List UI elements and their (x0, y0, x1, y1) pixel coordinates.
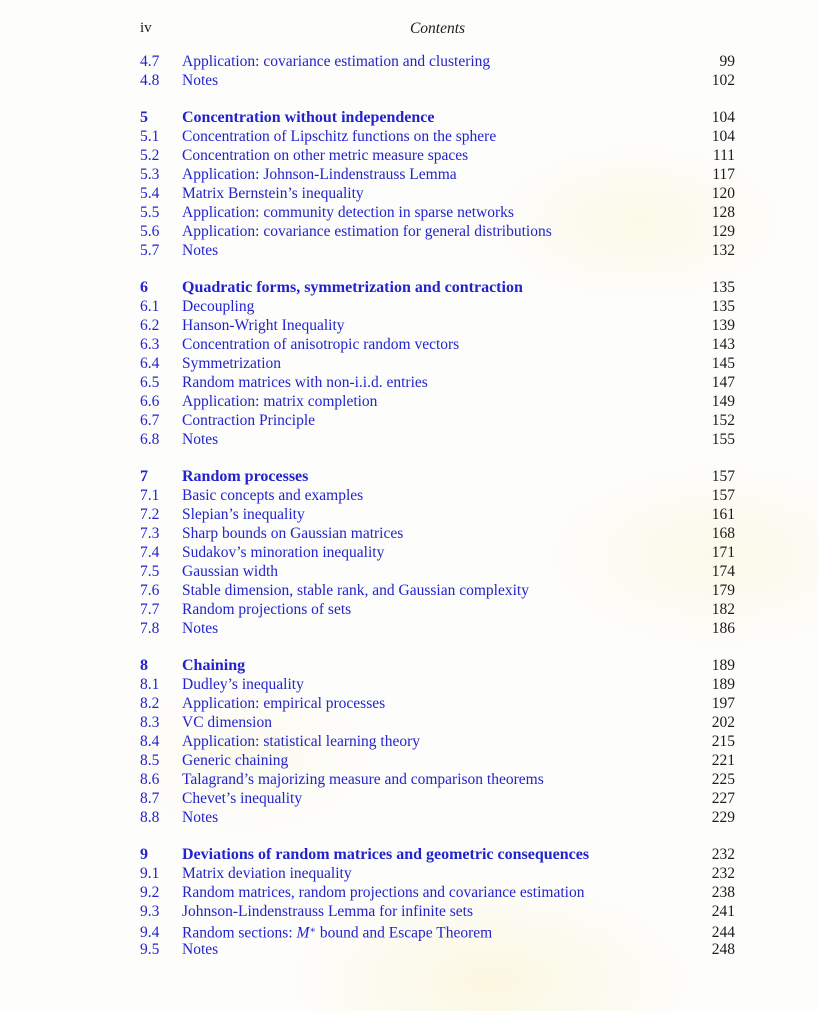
toc-section-number[interactable]: 7.5 (140, 563, 160, 580)
toc-section-title-link[interactable]: Decoupling (182, 298, 255, 315)
toc-section-title-link[interactable]: Application: matrix completion (182, 393, 378, 410)
toc-entry-row (140, 562, 735, 581)
toc-entry-row (140, 127, 735, 146)
toc-section-title-link[interactable]: Chevet’s inequality (182, 790, 303, 807)
toc-section-title-link[interactable]: Notes (182, 941, 219, 958)
toc-page-number: 189 (711, 676, 735, 693)
toc-section-number[interactable]: 5.5 (140, 204, 160, 221)
toc-section-title-link[interactable]: Application: community detection in sparse networks (182, 204, 514, 221)
toc-page-number: 225 (711, 771, 735, 788)
toc-section-number[interactable]: 8.4 (140, 733, 160, 750)
toc-entry-row (140, 619, 735, 638)
toc-page-number: 215 (711, 733, 735, 750)
toc-section-number[interactable]: 8.7 (140, 790, 160, 807)
toc-section-title-link[interactable]: Concentration on other metric measure spaces (182, 147, 469, 164)
toc-section-number[interactable]: 7.4 (140, 544, 160, 561)
toc-section-number[interactable]: 8.1 (140, 676, 160, 693)
toc-section-title-link[interactable]: Talagrand’s majorizing measure and comparison theorems (182, 771, 544, 788)
toc-entry-row (140, 165, 735, 184)
toc-section-title-link[interactable]: Application: covariance estimation for general distributions (182, 223, 552, 240)
toc-section-number[interactable]: 9.5 (140, 941, 160, 958)
toc-page-number: 232 (711, 865, 735, 882)
toc-page-number: 197 (711, 695, 735, 712)
toc-entry-row (140, 146, 735, 165)
toc-section-title-link[interactable]: Application: Johnson-Lindenstrauss Lemma (182, 166, 457, 183)
toc-page-number: 152 (711, 412, 735, 429)
toc-chapter-row (140, 278, 735, 297)
toc-section-number[interactable]: 9.2 (140, 884, 160, 901)
page-title: Contents (409, 20, 466, 37)
toc-section-title-link[interactable]: Random projections of sets (182, 601, 352, 618)
toc-chapter-row (140, 656, 735, 675)
toc-entry-row (140, 543, 735, 562)
toc-section-number[interactable]: 7.1 (140, 487, 160, 504)
toc-chapter-row (140, 845, 735, 864)
toc-entry-row (140, 392, 735, 411)
toc-section-number[interactable]: 6 (140, 279, 148, 296)
toc-section-title-link[interactable]: VC dimension (182, 714, 272, 731)
toc-page-number: 120 (711, 185, 735, 202)
toc-section-number[interactable]: 8.3 (140, 714, 160, 731)
toc-section-title-link[interactable]: Notes (182, 72, 219, 89)
toc-entry-row (140, 581, 735, 600)
toc-entry-row (140, 789, 735, 808)
toc-page-number: 179 (711, 582, 735, 599)
toc-page-number: 135 (711, 279, 735, 296)
toc-section-number[interactable]: 9.1 (140, 865, 160, 882)
toc-section-title-link[interactable]: Sharp bounds on Gaussian matrices (182, 525, 404, 542)
toc-section-title-link[interactable]: Application: covariance estimation and clustering (182, 53, 491, 70)
toc-section-title-link[interactable]: Random matrices with non-i.i.d. entries (182, 374, 428, 391)
toc-entry-row (140, 505, 735, 524)
toc-entry-row (140, 694, 735, 713)
toc-section-number[interactable]: 7.2 (140, 506, 160, 523)
toc-section-number[interactable]: 8.8 (140, 809, 160, 826)
toc-section-number[interactable]: 6.1 (140, 298, 160, 315)
toc-entry-row (140, 411, 735, 430)
toc-section-number[interactable]: 6.5 (140, 374, 160, 391)
toc-entry-row (140, 241, 735, 260)
toc-page-number: 139 (711, 317, 735, 334)
toc-section-number[interactable]: 7.8 (140, 620, 160, 637)
title-text[interactable]: Random sections: (182, 924, 297, 942)
toc-page-number: 227 (711, 790, 735, 807)
toc-section-number[interactable]: 6.4 (140, 355, 160, 372)
toc-page-number: 143 (711, 336, 735, 353)
toc-page-number: 135 (711, 298, 735, 315)
toc-section-number[interactable]: 5 (140, 109, 148, 126)
toc-page-number: 202 (711, 714, 735, 731)
toc-page-number: 248 (711, 941, 735, 958)
toc-section-title-link[interactable]: Gaussian width (182, 563, 279, 580)
toc-section-title-link[interactable]: Symmetrization (182, 355, 282, 372)
toc-entry-row (140, 354, 735, 373)
toc-section-number[interactable]: 7.3 (140, 525, 160, 542)
toc-section-title-link[interactable]: Matrix Bernstein’s inequality (182, 185, 364, 202)
toc-section-title-link[interactable]: Notes (182, 242, 219, 259)
toc-section-title-link[interactable]: Deviations of random matrices and geometric consequences (182, 846, 590, 863)
toc-section-title-link[interactable]: Basic concepts and examples (182, 487, 364, 504)
toc-section-title-link[interactable]: Random processes (182, 468, 309, 485)
toc-page-number: 232 (711, 846, 735, 863)
toc-section-number[interactable]: 9.3 (140, 903, 160, 920)
toc-section-title-link[interactable]: Sudakov’s minoration inequality (182, 544, 385, 561)
toc-entry-row (140, 297, 735, 316)
toc-entry-row (140, 335, 735, 354)
toc-entry-row (140, 864, 735, 883)
toc-entry-row (140, 184, 735, 203)
toc-section-title-link[interactable]: Concentration of anisotropic random vectors (182, 336, 460, 353)
toc-entry-row (140, 71, 735, 90)
toc-section-title-link[interactable]: Notes (182, 431, 219, 448)
running-header (140, 20, 735, 40)
toc-section-number[interactable]: 5.3 (140, 166, 160, 183)
toc-page-number: 238 (711, 884, 735, 901)
toc-section-number[interactable]: 7.6 (140, 582, 160, 599)
toc-section-number[interactable]: 4.7 (140, 53, 160, 70)
toc-page-number: 117 (712, 166, 735, 183)
toc-section-number[interactable]: 4.8 (140, 72, 160, 89)
toc-entry-row (140, 883, 735, 902)
toc-page-number: 155 (711, 431, 735, 448)
toc-section-number[interactable]: 5.6 (140, 223, 160, 240)
toc-section-number[interactable]: 5.1 (140, 128, 160, 145)
toc-section-title-link[interactable]: Concentration without independence (182, 109, 435, 126)
toc-section-number[interactable]: 6.8 (140, 431, 160, 448)
toc-section-title-link[interactable]: Johnson-Lindenstrauss Lemma for infinite sets (182, 903, 474, 920)
toc-page-number: 182 (711, 601, 735, 618)
toc-section-title-link[interactable]: Matrix deviation inequality (182, 865, 352, 882)
toc-section-title-link[interactable]: Notes (182, 809, 219, 826)
toc-section-title-link[interactable]: Application: empirical processes (182, 695, 386, 712)
toc-section-title-link[interactable]: Slepian’s inequality (182, 506, 305, 523)
toc-page-number: 168 (711, 525, 735, 542)
toc-entry-row (140, 486, 735, 505)
toc-page-number: 129 (711, 223, 735, 240)
toc-section-number[interactable]: 7 (140, 468, 148, 485)
toc-page-number: 157 (711, 468, 735, 485)
toc-page-number: 229 (711, 809, 735, 826)
title-text[interactable]: bound and Escape Theorem (315, 924, 493, 942)
toc-page-number: 145 (711, 355, 735, 372)
toc-page-number: 157 (711, 487, 735, 504)
toc-entry-row (140, 373, 735, 392)
toc-section-number[interactable]: 6.2 (140, 317, 160, 334)
toc-section-title-link[interactable]: Random matrices, random projections and covariance estimation (182, 884, 585, 901)
toc-section-number[interactable]: 9 (140, 846, 148, 863)
toc-page-number: 132 (711, 242, 735, 259)
toc-page-number: 161 (711, 506, 735, 523)
toc-chapter-row (140, 467, 735, 486)
toc-section-title-link[interactable]: Hanson-Wright Inequality (182, 317, 345, 334)
toc-section-title-link[interactable]: Chaining (182, 657, 246, 674)
toc-section-number[interactable]: 6.6 (140, 393, 160, 410)
toc-entry-row (140, 770, 735, 789)
toc-page-number: 147 (711, 374, 735, 391)
toc-entry-row (140, 940, 735, 959)
title-math[interactable]: ∗ (309, 925, 316, 936)
toc-chapter-row (140, 108, 735, 127)
toc-page-number: 149 (711, 393, 735, 410)
toc-page-number: 104 (711, 109, 735, 126)
toc-page-number: 189 (711, 657, 735, 674)
toc-section-title-link[interactable]: Stable dimension, stable rank, and Gaussian complexity (182, 582, 529, 599)
toc-entry-row (140, 751, 735, 770)
toc-entry-row (140, 222, 735, 241)
toc-page-number: 102 (711, 72, 735, 89)
toc-entry-row (140, 316, 735, 335)
toc-section-number[interactable]: 8.6 (140, 771, 160, 788)
toc-section-title-link[interactable]: Notes (182, 620, 219, 637)
toc-page-number: 221 (711, 752, 735, 769)
toc-entry-row (140, 430, 735, 449)
toc-entry-row (140, 675, 735, 694)
toc-section-number[interactable]: 8 (140, 657, 148, 674)
folio-page-number: iv (140, 20, 152, 36)
toc-page-number: 171 (711, 544, 735, 561)
toc-entry-row (140, 732, 735, 751)
toc-page-number: 244 (711, 924, 735, 942)
toc-section-number[interactable]: 6.3 (140, 336, 160, 353)
toc-entry-row (140, 921, 735, 940)
toc-section-number[interactable]: 6.7 (140, 412, 160, 429)
toc-page-number: 186 (711, 620, 735, 637)
toc-section-title-link[interactable]: Generic chaining (182, 752, 289, 769)
toc-section-number[interactable]: 7.7 (140, 601, 160, 618)
toc-section-number[interactable]: 5.4 (140, 185, 160, 202)
toc-section-number[interactable]: 9.4 (140, 924, 160, 942)
toc-entry-row (140, 713, 735, 732)
toc-section-number[interactable]: 5.2 (140, 147, 160, 164)
toc-page-number: 174 (711, 563, 735, 580)
toc-entry-row (140, 808, 735, 827)
toc-page-number: 241 (711, 903, 735, 920)
toc-page-number: 128 (711, 204, 735, 221)
toc-entry-row (140, 902, 735, 921)
toc-entry-row (140, 600, 735, 619)
toc-page-number: 99 (719, 53, 735, 70)
toc-section-title-link[interactable]: Contraction Principle (182, 412, 316, 429)
toc-section-title-link[interactable]: Dudley’s inequality (182, 676, 304, 693)
toc-entry-row (140, 524, 735, 543)
toc-section-title-link[interactable]: Quadratic forms, symmetrization and contraction (182, 279, 523, 296)
table-of-contents (140, 52, 735, 959)
title-math[interactable]: M (296, 924, 310, 942)
toc-entry-row (140, 203, 735, 222)
toc-section-title-link[interactable]: Application: statistical learning theory (182, 733, 421, 750)
toc-page-number: 111 (712, 147, 735, 164)
toc-section-number[interactable]: 8.5 (140, 752, 160, 769)
toc-entry-row (140, 52, 735, 71)
toc-page-number: 104 (711, 128, 735, 145)
toc-section-number[interactable]: 8.2 (140, 695, 160, 712)
toc-section-number[interactable]: 5.7 (140, 242, 160, 259)
toc-section-title-link[interactable]: Concentration of Lipschitz functions on the sphere (182, 128, 497, 145)
